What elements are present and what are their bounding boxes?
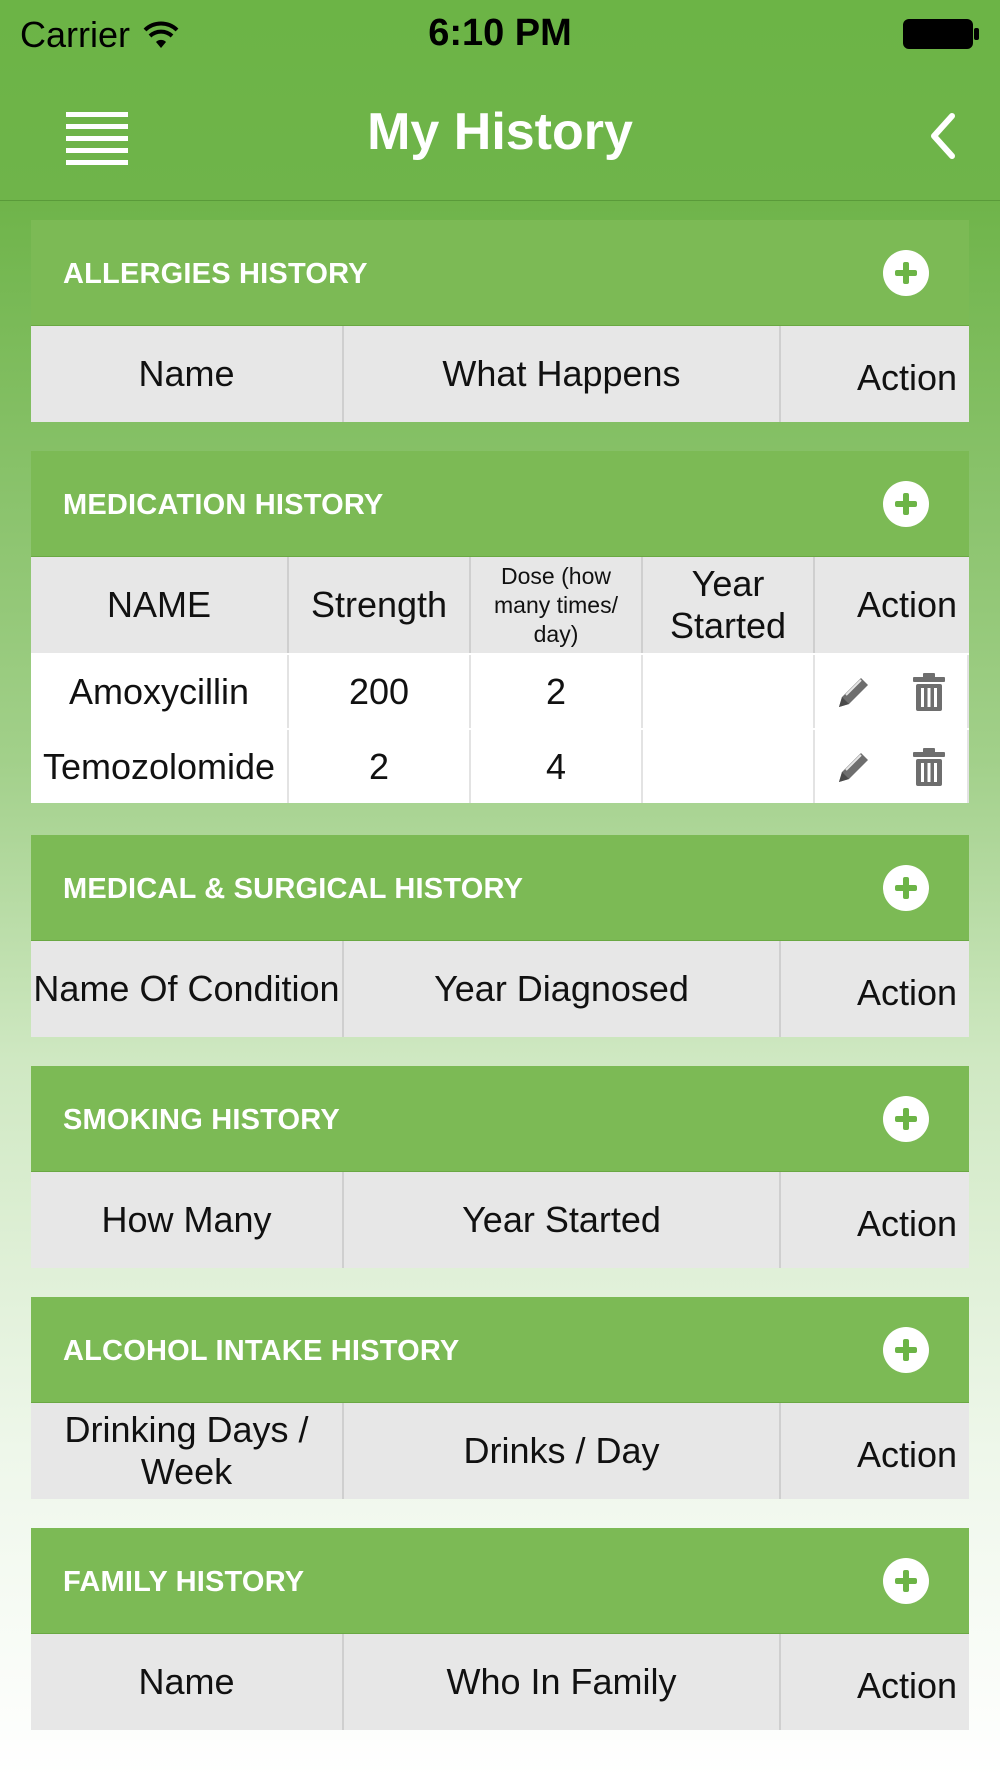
alcohol-section (31, 1297, 969, 1499)
column-header: Who In Family (344, 1634, 781, 1730)
carrier-label: Carrier (20, 14, 131, 55)
add-allergy-button[interactable] (883, 250, 929, 296)
table-row (31, 653, 969, 728)
add-smoking-button[interactable] (883, 1096, 929, 1142)
medication-header (31, 451, 969, 557)
edit-icon[interactable] (833, 746, 873, 788)
medical-surgical-header (31, 835, 969, 941)
row-actions (815, 655, 969, 728)
column-header: Year Started (344, 1172, 781, 1268)
column-header: Action (856, 1665, 957, 1706)
medication-year-started (643, 655, 815, 728)
medication-name: Amoxycillin (31, 655, 289, 728)
battery-icon (902, 18, 980, 50)
family-section (31, 1528, 969, 1730)
column-header: Strength (289, 557, 471, 653)
status-time: 6:10 PM (428, 12, 572, 54)
column-header: Action (856, 1203, 957, 1244)
family-column-header (31, 1634, 969, 1730)
medication-column-header (31, 557, 969, 653)
table-row (31, 728, 969, 803)
allergies-title: ALLERGIES HISTORY (63, 258, 368, 290)
family-header (31, 1528, 969, 1634)
page-title: My History (367, 103, 633, 161)
medication-dose: 4 (471, 730, 643, 803)
add-condition-button[interactable] (883, 865, 929, 911)
medication-title: MEDICATION HISTORY (63, 489, 384, 521)
medication-year-started (643, 730, 815, 803)
column-header: Action (856, 584, 957, 625)
alcohol-title: ALCOHOL INTAKE HISTORY (63, 1335, 460, 1367)
add-medication-button[interactable] (883, 481, 929, 527)
trash-icon[interactable] (909, 671, 949, 713)
column-header: NAME (31, 557, 289, 653)
medical-surgical-column-header (31, 941, 969, 1037)
smoking-title: SMOKING HISTORY (63, 1104, 340, 1136)
column-header: Year Diagnosed (344, 941, 781, 1037)
allergies-header (31, 220, 969, 326)
column-header: Drinking Days / Week (31, 1403, 344, 1499)
edit-icon[interactable] (833, 671, 873, 713)
column-header: Name Of Condition (31, 941, 344, 1037)
column-header: Action (856, 1434, 957, 1475)
smoking-header (31, 1066, 969, 1172)
medical-surgical-title: MEDICAL & SURGICAL HISTORY (63, 873, 524, 905)
column-header: Year Started (643, 557, 815, 653)
back-chevron-icon[interactable] (922, 108, 962, 164)
column-header: Action (856, 972, 957, 1013)
smoking-column-header (31, 1172, 969, 1268)
column-header: Dose (how many times/ day) (471, 557, 643, 653)
medication-name: Temozolomide (31, 730, 289, 803)
family-title: FAMILY HISTORY (63, 1566, 305, 1598)
column-header: What Happens (344, 326, 781, 422)
column-header: Drinks / Day (344, 1403, 781, 1499)
add-family-button[interactable] (883, 1558, 929, 1604)
medication-section (31, 451, 969, 803)
row-actions (815, 730, 969, 803)
column-header: Name (31, 326, 344, 422)
column-header: How Many (31, 1172, 344, 1268)
allergies-column-header (31, 326, 969, 422)
smoking-section (31, 1066, 969, 1268)
navigation-bar (0, 68, 1000, 201)
add-alcohol-button[interactable] (883, 1327, 929, 1373)
medication-dose: 2 (471, 655, 643, 728)
alcohol-column-header (31, 1403, 969, 1499)
column-header: Action (856, 357, 957, 398)
status-bar (0, 0, 1000, 68)
trash-icon[interactable] (909, 746, 949, 788)
allergies-section (31, 220, 969, 422)
medication-strength: 200 (289, 655, 471, 728)
column-header: Name (31, 1634, 344, 1730)
medical-surgical-section (31, 835, 969, 1037)
medication-strength: 2 (289, 730, 471, 803)
alcohol-header (31, 1297, 969, 1403)
